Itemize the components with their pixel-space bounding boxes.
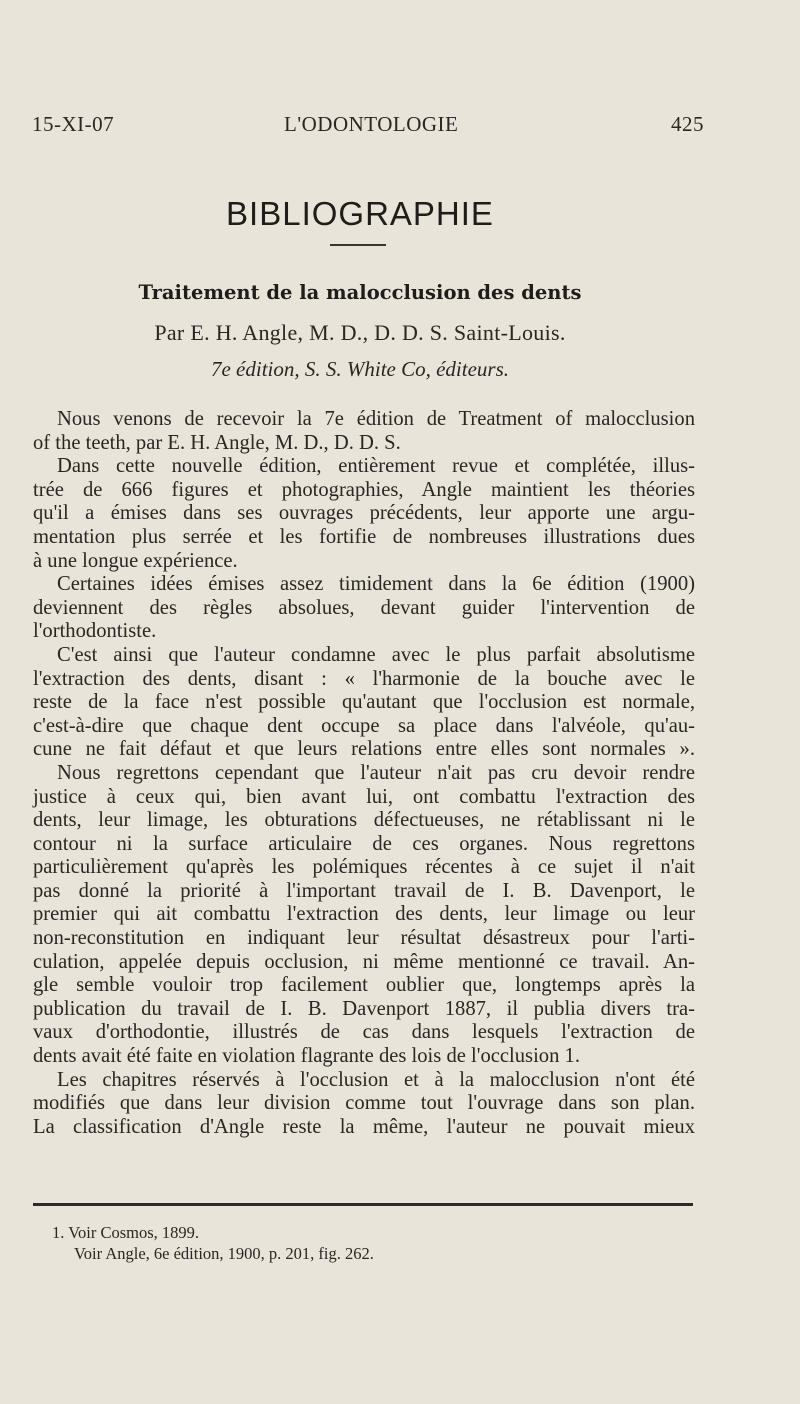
body-line: reste de la face n'est possible qu'autant que l'occlusion est normale, <box>33 691 695 714</box>
body-line: à une longue expérience. <box>33 549 238 572</box>
section-title: BIBLIOGRAPHIE <box>226 195 494 232</box>
body-line: trée de 666 figures et photographies, Angle maintient les théories <box>33 478 695 501</box>
body-line: culation, appelée depuis occlusion, ni même mentionné ce travail. An- <box>33 950 695 973</box>
header-date: 15-XI-07 <box>32 112 115 136</box>
body-line: deviennent des règles absolues, devant guider l'intervention de <box>33 596 695 619</box>
body-line: Les chapitres réservés à l'occlusion et à la malocclusion n'ont été <box>57 1068 695 1091</box>
body-line: Certaines idées émises assez timidement dans la 6e édition (1900) <box>57 573 695 596</box>
running-header <box>32 112 704 142</box>
body-line: Nous venons de recevoir la 7e édition de Treatment of malocclusion <box>57 408 695 430</box>
footnote-rule <box>33 1203 693 1206</box>
body-line: justice à ceux qui, bien avant lui, ont combattu l'extraction des <box>33 785 695 808</box>
body-line: cune ne fait défaut et que leurs relations entre elles sont normales ». <box>33 738 695 761</box>
body-line: non-reconstitution en indiquant leur résultat désastreux pour l'arti- <box>33 927 695 950</box>
body-line: publication du travail de I. B. Davenport 1887, il publia divers tra- <box>33 997 695 1020</box>
body-line: c'est-à-dire que chaque dent occupe sa place dans l'alvéole, qu'au- <box>33 714 695 737</box>
body-line: vaux d'orthodontie, illustrés de cas dans lesquels l'extraction de <box>33 1021 695 1044</box>
header-page-number: 425 <box>671 112 704 136</box>
body-line: C'est ainsi que l'auteur condamne avec le plus parfait absolutisme <box>57 643 695 666</box>
footnote-1: 1. Voir Cosmos, 1899. <box>52 1223 200 1242</box>
body-line: l'orthodontiste. <box>33 620 157 643</box>
body-line: dents, leur limage, les obturations défectueuses, ne rétablissant ni le <box>33 809 695 832</box>
body-line: mentation plus serrée et les fortifie de nombreuses illustrations dues <box>33 525 695 548</box>
body-line: modifiés que dans leur division comme tout l'ouvrage dans son plan. <box>33 1092 695 1115</box>
article-title: Traitement de la malocclusion des dents <box>138 281 582 304</box>
body-line: pas donné la priorité à l'important travail de I. B. Davenport, le <box>33 879 695 902</box>
body-line: of the teeth, par E. H. Angle, M. D., D. D. S. <box>33 431 401 454</box>
body-line: La classification d'Angle reste la même, l'auteur ne pouvait mieux <box>33 1115 695 1138</box>
body-line: qu'il a émises dans ses ouvrages précédents, leur apporte une argu- <box>33 502 695 525</box>
body-line: Nous regrettons cependant que l'auteur n'ait pas cru devoir rendre <box>57 761 695 784</box>
article-byline: Par E. H. Angle, M. D., D. D. S. Saint-Louis. <box>154 320 566 345</box>
footnotes <box>52 1222 692 1264</box>
body-line: Dans cette nouvelle édition, entièrement revue et complétée, illus- <box>57 455 695 478</box>
header-journal-title: L'ODONTOLOGIE <box>284 112 459 136</box>
title-rule <box>330 244 386 246</box>
body-line: premier qui ait combattu l'extraction des dents, leur limage ou leur <box>33 903 695 926</box>
edition-info: 7e édition, S. S. White Co, éditeurs. <box>210 357 510 381</box>
article-body <box>33 408 695 1139</box>
footnote-2: Voir Angle, 6e édition, 1900, p. 201, fig. 262. <box>74 1244 374 1263</box>
body-line: l'extraction des dents, disant : « l'harmonie de la bouche avec le <box>33 667 695 690</box>
body-line: gle semble vouloir trop facilement oublier que, longtemps après la <box>33 974 695 997</box>
body-line: contour ni la surface articulaire de ces organes. Nous regrettons <box>33 832 695 855</box>
body-line: dents avait été faite en violation flagrante des lois de l'occlusion 1. <box>33 1045 580 1068</box>
body-line: particulièrement qu'après les polémiques récentes à ce sujet il n'ait <box>33 856 695 879</box>
